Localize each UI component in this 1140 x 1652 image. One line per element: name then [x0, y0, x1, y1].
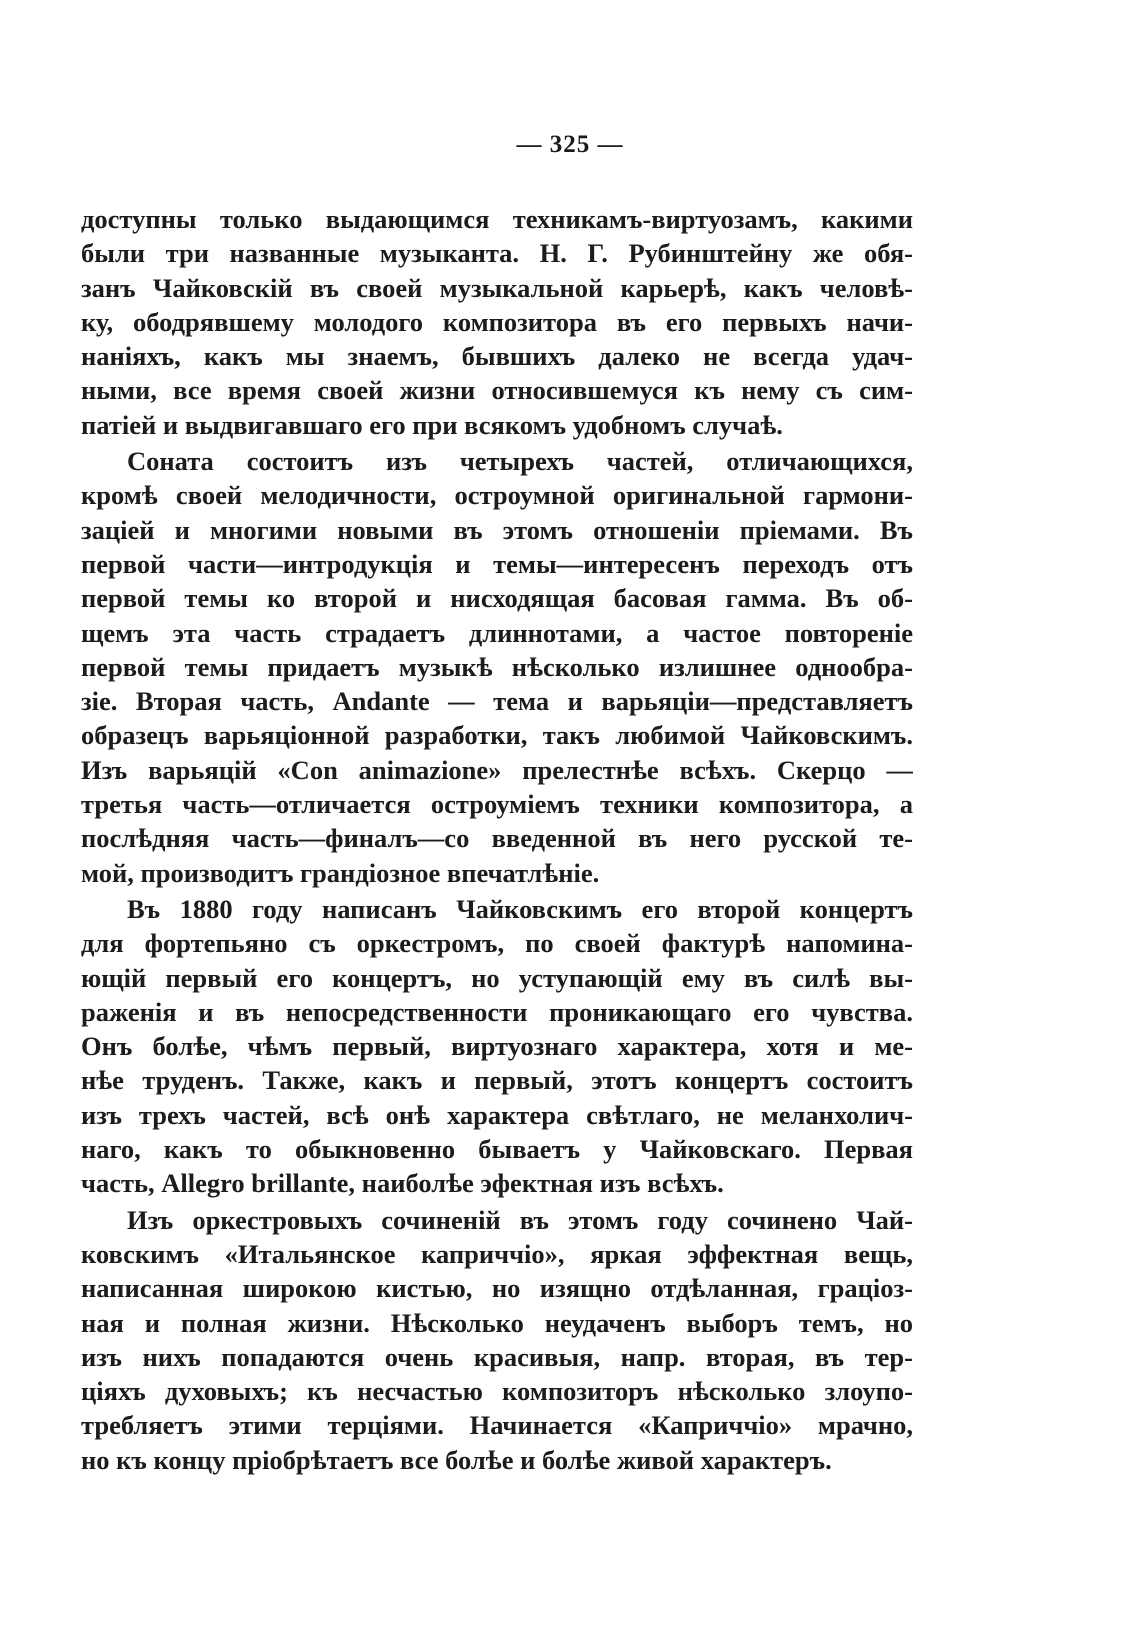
body-text: [81, 202, 913, 1477]
text-line: мой, производитъ грандіозное впечатлѣніе.: [81, 857, 600, 888]
text-line: Изъ оркестровыхъ сочиненій въ этомъ году сочинено Чай-: [127, 1204, 913, 1235]
text-line: первой части—интродукція и темы—интересенъ переходъ отъ: [81, 548, 913, 579]
paragraph: [81, 444, 913, 890]
text-line: ціяхъ духовыхъ; къ несчастью композиторъ нѣсколько злоупо-: [81, 1376, 913, 1407]
text-line: послѣдняя часть—финалъ—со введенной въ него русской те-: [81, 823, 913, 854]
text-line: наго, какъ то обыкновенно бываетъ у Чайковскаго. Первая: [81, 1134, 913, 1165]
text-line: заціей и многими новыми въ этомъ отношеніи пріемами. Въ: [81, 514, 913, 545]
text-line: раженія и въ непосредственности проникающаго его чувства.: [81, 996, 913, 1027]
text-line: наніяхъ, какъ мы знаемъ, бывшихъ далеко не всегда удач-: [81, 341, 913, 372]
paragraph: [81, 1203, 913, 1477]
text-line: доступны только выдающимся техникамъ-виртуозамъ, какими: [81, 204, 913, 234]
text-line: Изъ варьяцій «Con animazione» прелестнѣе всѣхъ. Скерцо —: [81, 754, 913, 785]
text-line: часть, Allegro brillante, наиболѣе эфектная изъ всѣхъ.: [81, 1168, 724, 1199]
text-line: занъ Чайковскій въ своей музыкальной карьерѣ, какъ человѣ-: [81, 272, 913, 303]
text-line: нѣе труденъ. Также, какъ и первый, этотъ концертъ состоитъ: [81, 1065, 913, 1096]
text-line: были три названные музыканта. Н. Г. Рубинштейну же обя-: [81, 238, 913, 269]
text-line: щемъ эта часть страдаетъ длиннотами, а частое повтореніе: [81, 617, 913, 648]
paragraph: [81, 202, 913, 442]
text-line: ющій первый его концертъ, но уступающій ему въ силѣ вы-: [81, 962, 913, 993]
text-line: требляетъ этими терціями. Начинается «Каприччіо» мрачно,: [81, 1410, 913, 1441]
text-line: третья часть—отличается остроуміемъ техники композитора, а: [81, 789, 913, 820]
text-line: ковскимъ «Итальянское каприччіо», яркая эффектная вещь,: [81, 1238, 913, 1269]
text-line: зіе. Вторая часть, Andante — тема и варьяціи—представляетъ: [81, 686, 913, 717]
text-line: первой темы ко второй и нисходящая басовая гамма. Въ об-: [81, 583, 913, 614]
text-line: патіей и выдвигавшаго его при всякомъ удобномъ случаѣ.: [81, 409, 783, 440]
text-line: ными, все время своей жизни относившемуся къ нему съ сим-: [81, 375, 913, 406]
text-line: Въ 1880 году написанъ Чайковскимъ его второй концертъ: [127, 893, 913, 924]
text-line: образецъ варьяціонной разработки, такъ любимой Чайковскимъ.: [81, 720, 913, 751]
text-line: кромѣ своей мелодичности, остроумной оригинальной гармони-: [81, 480, 913, 511]
page-number: — 325 —: [516, 131, 624, 158]
text-line: ная и полная жизни. Нѣсколько неудаченъ выборъ темъ, но: [81, 1307, 913, 1338]
text-line: для фортепьяно съ оркестромъ, по своей фактурѣ напомина-: [81, 928, 913, 959]
text-line: ку, ободрявшему молодого композитора въ его первыхъ начи-: [81, 306, 913, 337]
paragraph: [81, 892, 913, 1201]
text-line: но къ концу пріобрѣтаетъ все болѣе и болѣе живой характеръ.: [81, 1444, 832, 1475]
text-line: Онъ болѣе, чѣмъ первый, виртуознаго характера, хотя и ме-: [81, 1031, 913, 1062]
text-line: изъ трехъ частей, всѣ онѣ характера свѣтлаго, не меланхолич-: [81, 1099, 913, 1130]
text-line: написанная широкою кистью, но изящно отдѣланная, граціоз-: [81, 1273, 913, 1304]
text-line: изъ нихъ попадаются очень красивыя, напр. вторая, въ тер-: [81, 1341, 913, 1372]
text-line: первой темы придаетъ музыкѣ нѣсколько излишнее однообра-: [81, 651, 913, 682]
text-line: Соната состоитъ изъ четырехъ частей, отличающихся,: [127, 446, 913, 477]
